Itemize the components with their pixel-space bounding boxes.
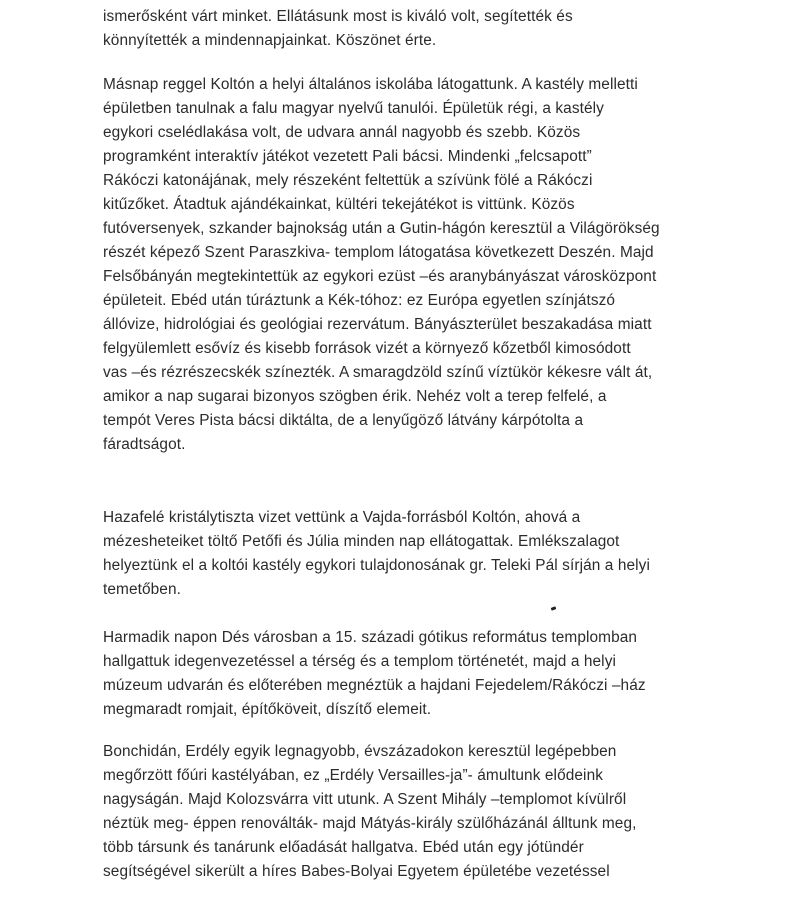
text-line: Hazafelé kristálytiszta vizet vettünk a Vajda-forrásból Koltón, ahová a <box>103 509 581 526</box>
text-line: hallgattuk idegenvezetéssel a térség és a templom történetét, majd a helyi <box>103 653 617 670</box>
text-line: futóversenyek, szkander bajnokság után a Gutin-hágón keresztül a Világörökség <box>103 220 660 237</box>
text-line: Felsőbányán megtekintettük az egykori ezüst –és aranybányászat városközpont <box>103 268 657 285</box>
scan-speck <box>551 606 557 611</box>
text-line: részét képező Szent Paraszkiva- templom látogatása következett Deszén. Majd <box>103 244 654 261</box>
text-line: néztük meg- éppen renoválták- majd Mátyás-király szülőházánál álltunk meg, <box>103 815 637 832</box>
text-line: Rákóczi katonájának, mely részeként feltettük a szívünk fölé a Rákóczi <box>103 172 593 189</box>
text-line: segítségével sikerült a híres Babes-Bolyai Egyetem épületébe vezetéssel <box>103 863 610 880</box>
text-line: múzeum udvarán és előterében megnéztük a hajdani Fejedelem/Rákóczi –ház <box>103 677 646 694</box>
text-line: kitűzőket. Átadtuk ajándékainkat, kültéri tekejátékot is vittünk. Közös <box>103 196 575 213</box>
text-line: felgyülemlett esővíz és kisebb források vizét a környező kőzetből kimosódott <box>103 340 631 357</box>
text-line: helyeztünk el a koltói kastély egykori tulajdonosának gr. Teleki Pál sírján a helyi <box>103 557 650 574</box>
text-line: mézesheteiket töltő Petőfi és Júlia minden nap ellátogattak. Emlékszalagot <box>103 533 620 550</box>
paragraph-kolto-school-visit <box>103 73 660 457</box>
text-line: temetőben. <box>103 581 182 598</box>
text-line: több társunk és tanárunk előadását hallgatva. Ebéd után egy jótündér <box>103 839 584 856</box>
paragraph-third-day-des <box>103 626 646 722</box>
paragraph-bonchida-kolozsvar <box>103 740 637 884</box>
text-line: könnyítették a mindennapjainkat. Köszönet érte. <box>103 32 437 49</box>
text-line: amikor a nap sugarai bizonyos szögben érik. Nehéz volt a terep felfelé, a <box>103 388 607 405</box>
text-line: egykori cselédlakása volt, de udvara annál nagyobb és szebb. Közös <box>103 124 581 141</box>
text-line: tempót Veres Pista bácsi diktálta, de a lenyűgöző látvány kárpótolta a <box>103 412 584 429</box>
text-line: állóvize, hidrológiai és geológiai rezervátum. Bányászterület beszakadása miatt <box>103 316 652 333</box>
text-line: programként interaktív játékot vezetett Pali bácsi. Mindenki „felcsapott” <box>103 148 592 165</box>
paragraph-accommodation <box>103 5 573 53</box>
text-line: épületben tanulnak a falu magyar nyelvű tanulói. Épületük régi, a kastély <box>103 100 604 117</box>
text-line: vas –és rézrészecskék színezték. A smaragdzöld színű víztükör kékesre vált át, <box>103 364 653 381</box>
text-line: fáradtságot. <box>103 436 186 453</box>
text-line: nagyságán. Majd Kolozsvárra vitt utunk. A Szent Mihály –templomot kívülről <box>103 791 627 808</box>
text-line: megmaradt romjait, építőköveit, díszítő elemeit. <box>103 701 432 718</box>
text-line: Másnap reggel Koltón a helyi általános iskolába látogattunk. A kastély melletti <box>103 76 638 93</box>
text-line: megőrzött főúri kastélyában, ez „Erdély Versailles-ja”- ámultunk elődeink <box>103 767 604 784</box>
paragraph-homeward-journey <box>103 506 650 602</box>
text-line: ismerősként várt minket. Ellátásunk most is kiváló volt, segítették és <box>103 8 573 25</box>
text-line: Harmadik napon Dés városban a 15. századi gótikus református templomban <box>103 629 638 646</box>
text-line: épületeit. Ebéd után túráztunk a Kék-tóhoz: ez Európa egyetlen színjátszó <box>103 292 616 309</box>
text-line: Bonchidán, Erdély egyik legnagyobb, évszázadokon keresztül legépebben <box>103 743 617 760</box>
